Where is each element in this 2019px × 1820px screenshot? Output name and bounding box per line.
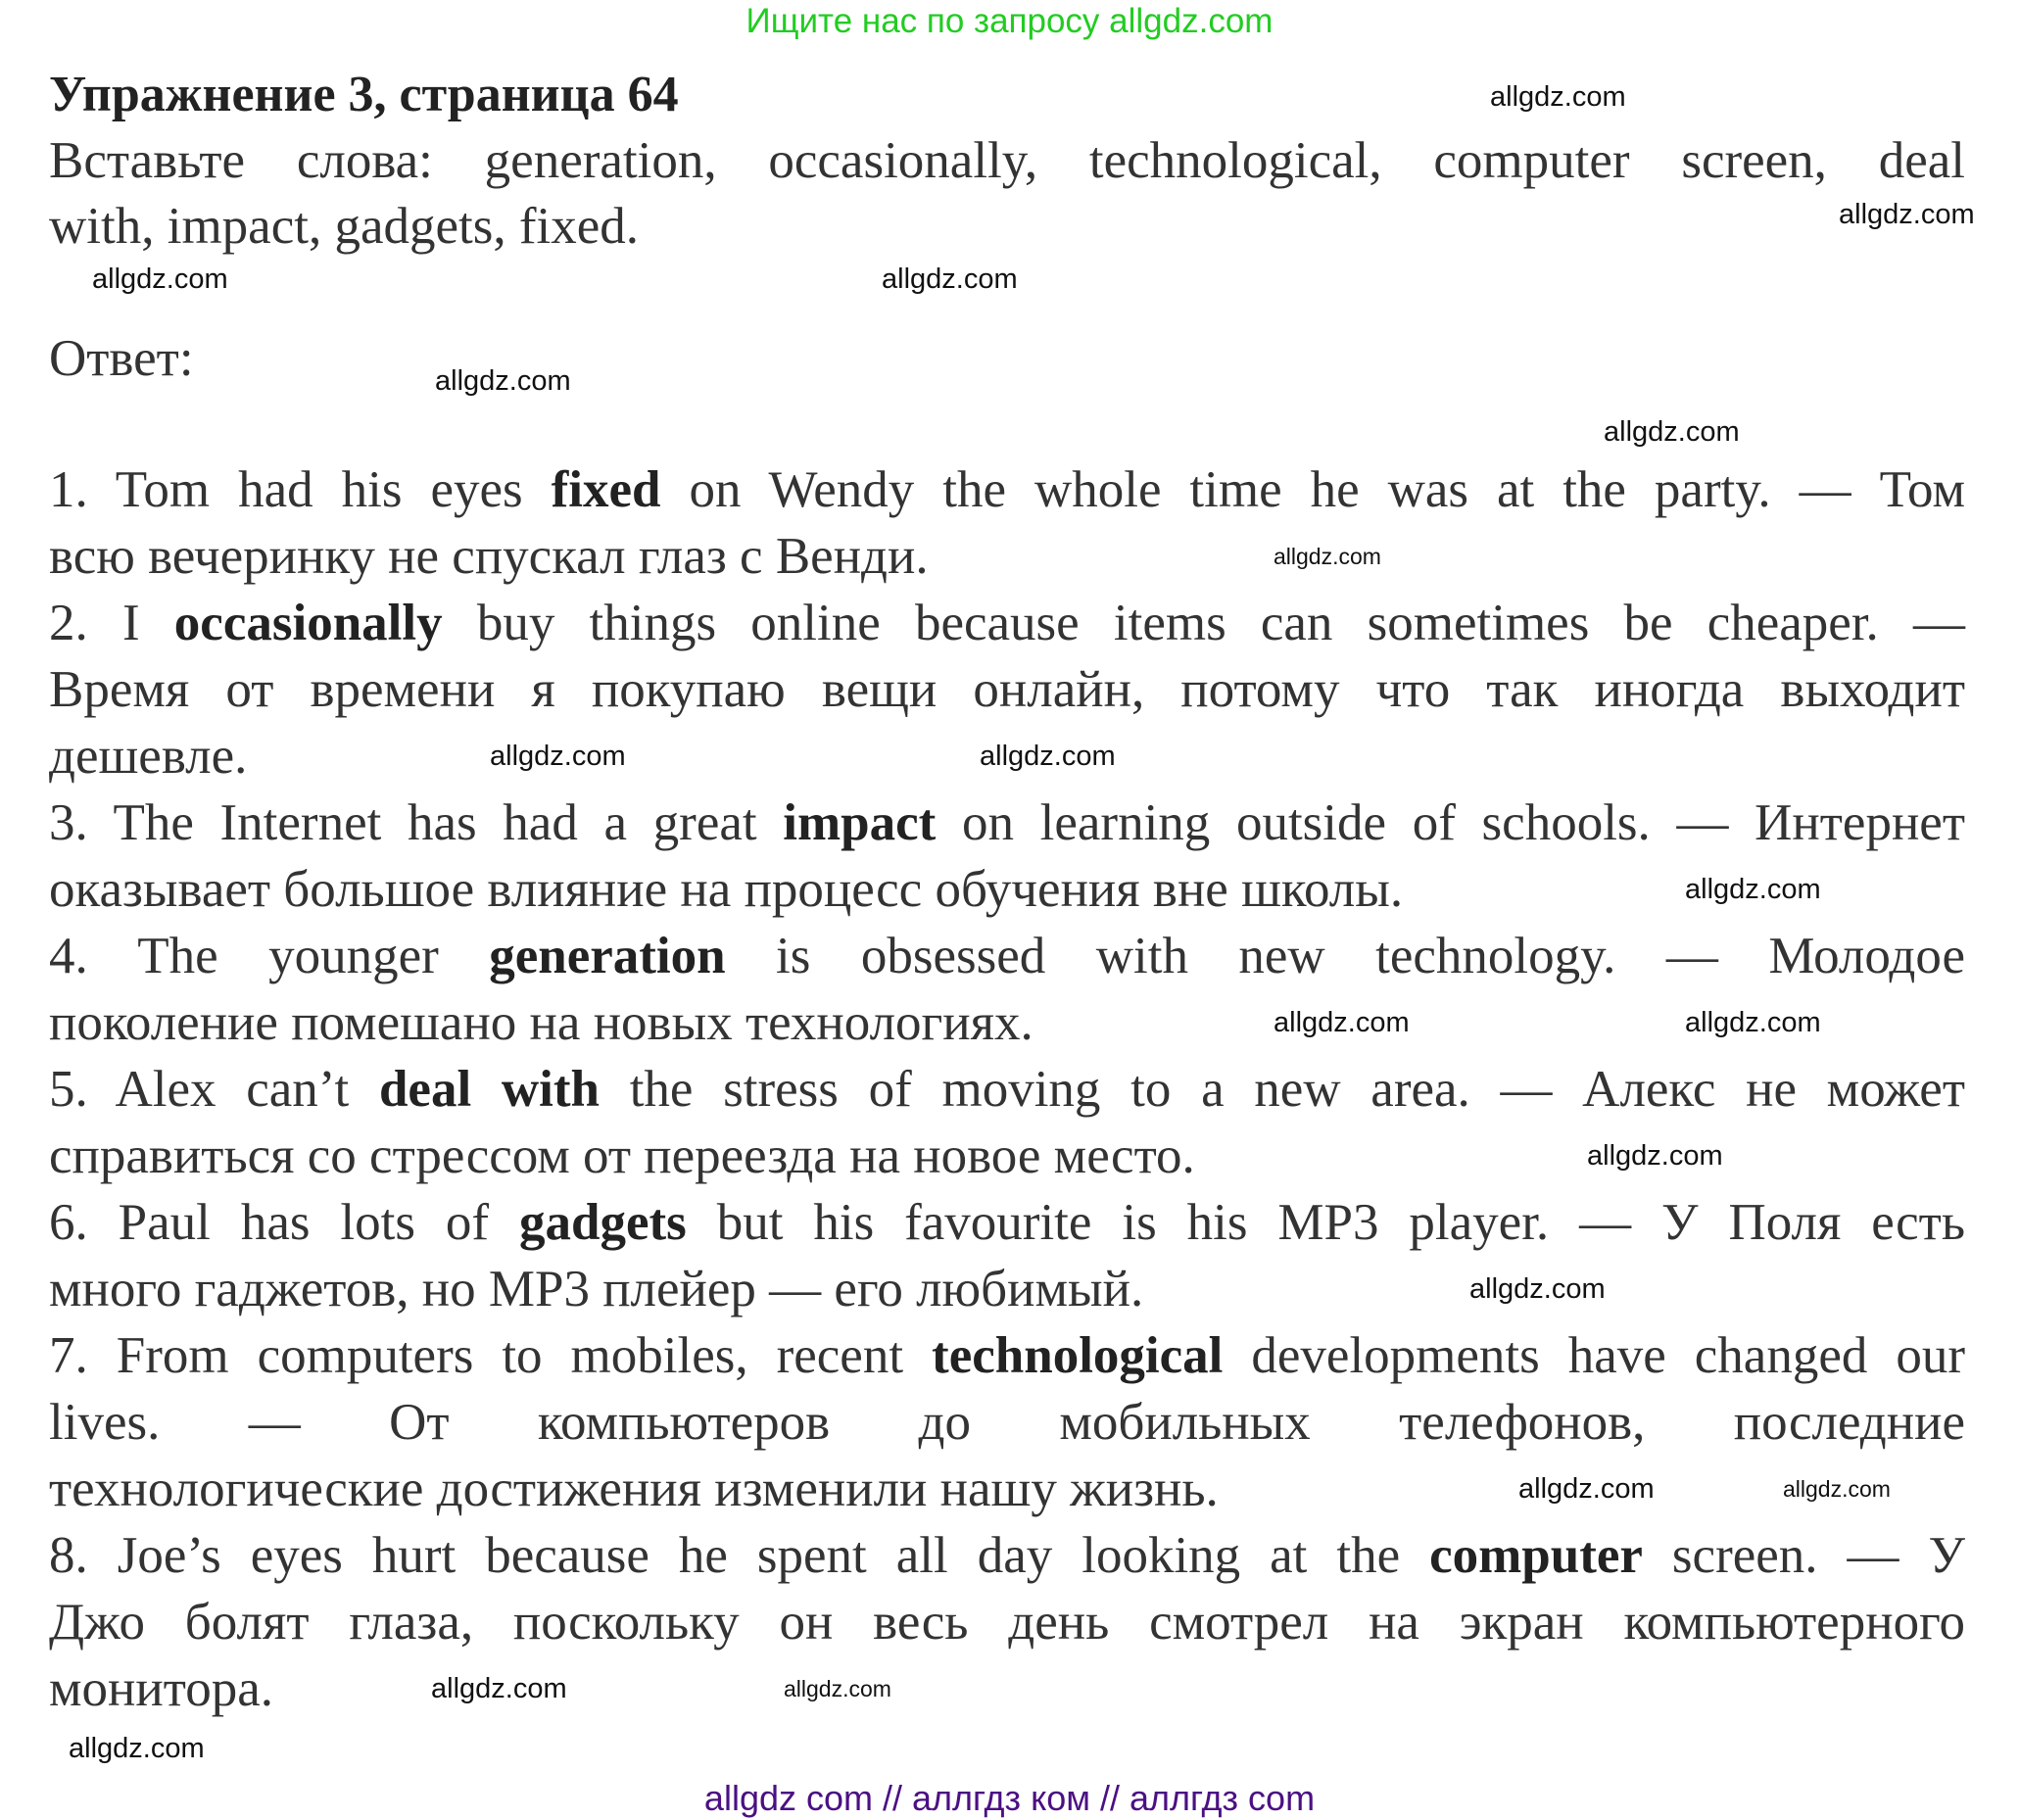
sentence-text: оказывает большое влияние на процесс обучения вне школы. [49,861,1404,918]
inserted-word: computer [1429,1527,1643,1584]
answer-item-6-line [49,1256,1143,1322]
watermark: allgdz.com [431,1673,567,1704]
inserted-word: fixed [551,461,661,518]
sentence-text: Джо болят глаза, поскольку он весь день смотрел на экран компьютерного [49,1594,1965,1651]
watermark: allgdz.com [490,741,626,772]
answer-item-4-line [49,923,1965,989]
watermark: allgdz.com [1469,1273,1606,1305]
answer-item-3-line [49,790,1965,856]
sentence-text: but his favourite is his MP3 player. — У Поля есть [686,1194,1965,1251]
sentence-text: 1. Tom had his eyes [49,461,552,518]
answer-item-8-line [49,1522,1965,1589]
sentence-text: 2. I [49,595,174,651]
answer-item-7-line [49,1456,1219,1522]
inserted-word: occasionally [173,595,443,651]
answer-item-1-line [49,523,929,590]
sentence-text: 4. The younger [49,928,490,984]
watermark: allgdz.com [980,741,1116,772]
watermark: allgdz.com [1587,1140,1723,1172]
sentence-text: 8. Joe’s eyes hurt because he spent all day looking at the [49,1527,1430,1584]
watermark: allgdz.com [1274,544,1381,569]
page-title: Упражнение 3, страница 64 [49,67,679,122]
instruction-line: Вставьте слова: generation, occasionally, technological, computer screen, deal [49,132,1965,189]
sentence-text: 3. The Internet has had a great [49,794,784,851]
answer-item-7-line [49,1389,1965,1456]
inserted-word: generation [489,928,726,984]
instruction-line: with, impact, gadgets, fixed. [49,198,639,255]
sentence-text: on learning outside of schools. — Интернет [936,794,1965,851]
answer-item-8-line [49,1589,1965,1655]
sentence-text: много гаджетов, но MP3 плейер — его любимый. [49,1261,1144,1317]
watermark: allgdz.com [1518,1473,1655,1505]
sentence-text: 5. Alex can’t [49,1061,379,1118]
inserted-word: gadgets [518,1194,687,1251]
sentence-text: screen. — У [1642,1527,1965,1584]
inserted-word: deal with [378,1061,600,1118]
sentence-text: поколение помешано на новых технологиях. [49,994,1034,1051]
sentence-text: on Wendy the whole time he was at the party. — Том [660,461,1965,518]
watermark: allgdz.com [1685,874,1821,905]
answer-item-8-line [49,1655,273,1722]
inserted-word: technological [932,1327,1224,1384]
answer-item-2-line [49,590,1965,656]
watermark: allgdz.com [92,263,228,295]
sentence-text: lives. — От компьютеров до мобильных телефонов, последние [49,1394,1965,1451]
answer-item-7-line [49,1322,1965,1389]
sentence-text: дешевле. [49,728,248,785]
answer-label: Ответ: [49,330,194,387]
sentence-text: Время от времени я покупаю вещи онлайн, потому что так иногда выходит [49,661,1965,718]
answer-item-5-line [49,1123,1195,1189]
watermark: allgdz.com [1604,416,1740,448]
sentence-text: технологические достижения изменили нашу жизнь. [49,1461,1219,1517]
answer-item-4-line [49,989,1034,1056]
inserted-word: impact [783,794,937,851]
answer-item-2-line [49,723,247,790]
answer-item-1-line [49,456,1965,523]
sentence-text: is obsessed with new technology. — Молодое [725,928,1965,984]
watermark: allgdz.com [1685,1007,1821,1038]
sentence-text: справиться со стрессом от переезда на новое место. [49,1127,1195,1184]
watermark: allgdz.com [435,365,571,397]
sentence-text: всю вечеринку не спускал глаз с Венди. [49,528,929,585]
sentence-text: developments have changed our [1223,1327,1965,1384]
sentence-text: монитора. [49,1660,274,1717]
sentence-text: buy things online because items can sometimes be cheaper. — [442,595,1966,651]
watermark: allgdz.com [1839,199,1975,230]
watermark: allgdz.com [784,1676,891,1701]
answer-item-6-line [49,1189,1965,1256]
sentence-text: 6. Paul has lots of [49,1194,519,1251]
watermark: allgdz.com [1274,1007,1410,1038]
watermark: allgdz.com [1783,1476,1891,1502]
footer-links[interactable]: allgdz com // аллгдз ком // аллгдз com [703,1778,1316,1818]
promo-banner-link[interactable]: Ищите нас по запросу allgdz.com [745,2,1274,40]
sentence-text: the stress of moving to a new area. — Алекс не может [600,1061,1965,1118]
answer-item-5-line [49,1056,1965,1123]
answer-item-3-line [49,856,1403,923]
answer-item-2-line [49,656,1965,723]
sentence-text: 7. From computers to mobiles, recent [49,1327,933,1384]
watermark: allgdz.com [882,263,1018,295]
watermark: allgdz.com [1490,81,1626,113]
watermark: allgdz.com [69,1733,205,1764]
